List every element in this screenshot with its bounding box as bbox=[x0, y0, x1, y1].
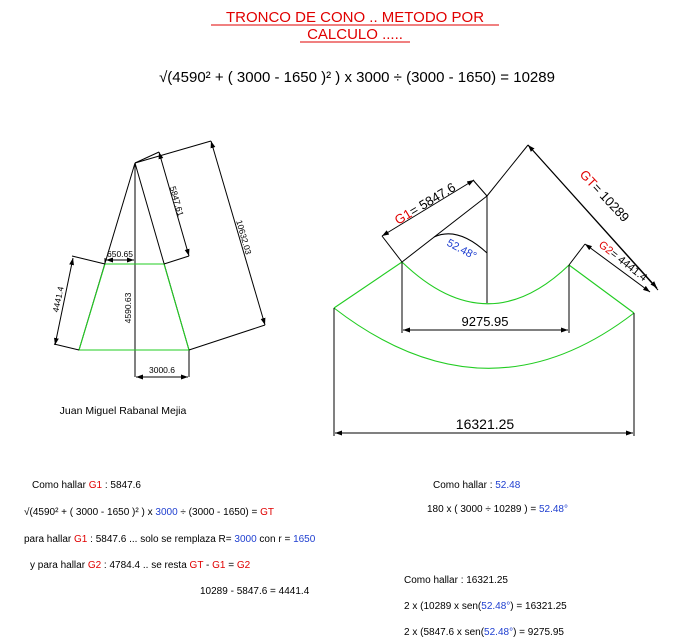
dim-inner-chord-label: 9275.95 bbox=[461, 314, 509, 329]
main-formula: √(4590² + ( 3000 - 1650 )² ) x 3000 ÷ (3000 - 1650) = 10289 bbox=[159, 69, 555, 86]
dim-bottom-label: 3000.6 bbox=[149, 365, 175, 375]
note-right-1: Como hallar : 52.48 bbox=[433, 480, 521, 491]
dim-side-ext-top bbox=[72, 256, 105, 264]
dim-g1-label: G1= 5847.6 bbox=[391, 179, 459, 228]
dim-long-ext-top bbox=[135, 141, 211, 163]
note-right-5: 2 x (5847.6 x sen(52.48°) = 9275.95 bbox=[404, 627, 564, 638]
title-line-2: CALCULO ..... bbox=[307, 26, 403, 43]
outer-left-edge bbox=[334, 262, 402, 308]
note-right-3: Como hallar : 16321.25 bbox=[404, 575, 508, 586]
note-left-4: y para hallar G2 : 4784.4 .. se resta GT - G1 = G2 bbox=[30, 560, 251, 571]
dim-height-label: 4590.63 bbox=[123, 292, 133, 324]
dim-side-label: 4441.4 bbox=[50, 285, 66, 314]
frustum-outline bbox=[79, 264, 189, 350]
dim-gt-label: GT= 10289 bbox=[576, 166, 633, 225]
dim-side-ext-bottom bbox=[54, 344, 79, 350]
dim-long-label: 10632.03 bbox=[234, 218, 254, 256]
dim-g2-label: G2= 4441.4 bbox=[596, 238, 650, 284]
title-line-1: TRONCO DE CONO .. METODO POR bbox=[225, 9, 485, 26]
note-left-5: 10289 - 5847.6 = 4441.4 bbox=[200, 586, 310, 597]
note-right-4: 2 x (10289 x sen(52.48°) = 16321.25 bbox=[404, 601, 567, 612]
dim-long-ext-bottom bbox=[189, 325, 265, 350]
radial-apex-up bbox=[487, 145, 528, 196]
inner-arc bbox=[402, 262, 569, 304]
development-figure bbox=[334, 145, 658, 436]
angle-label: 52.48° bbox=[444, 237, 479, 263]
outer-right-edge bbox=[569, 265, 634, 313]
notes-right bbox=[404, 480, 568, 638]
dim-g2-ext bbox=[569, 244, 585, 265]
dim-outer-chord-label: 16321.25 bbox=[455, 416, 515, 432]
cone-profile-figure bbox=[50, 141, 265, 377]
notes-left bbox=[24, 480, 316, 597]
dim-slant-ext-bottom bbox=[164, 256, 189, 264]
note-left-1: Como hallar G1 : 5847.6 bbox=[32, 480, 141, 491]
dim-g1-ext bbox=[382, 236, 402, 262]
note-left-3: para hallar G1 : 5847.6 ... solo se remplaza R= 3000 con r = 1650 bbox=[24, 534, 316, 545]
note-right-2: 180 x ( 3000 ÷ 10289 ) = 52.48° bbox=[427, 504, 568, 515]
note-left-2: √(4590² + ( 3000 - 1650 )² ) x 3000 ÷ (3000 - 1650) = GT bbox=[24, 507, 275, 518]
dim-slant-label: 5847.61 bbox=[167, 185, 186, 218]
g1-ext-top bbox=[473, 180, 487, 196]
author-name: Juan Miguel Rabanal Mejia bbox=[59, 405, 187, 417]
dim-top-label: 650.65 bbox=[107, 249, 133, 259]
